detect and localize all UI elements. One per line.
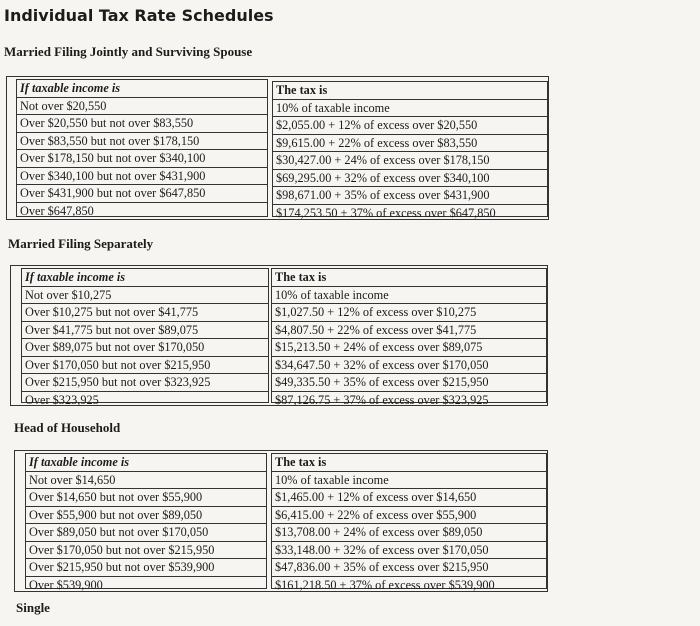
table-cell: $33,148.00 + 32% of excess over $170,050 <box>272 542 546 560</box>
table-cell: $9,615.00 + 22% of excess over $83,550 <box>273 135 547 153</box>
table-column-income <box>16 79 268 217</box>
table-cell: Over $431,900 but not over $647,850 <box>17 185 267 203</box>
table-cell: Over $178,150 but not over $340,100 <box>17 150 267 168</box>
column-header-income: If taxable income is <box>26 454 266 472</box>
table-cell: Over $647,850 <box>20 203 94 218</box>
table-cell: $1,027.50 + 12% of excess over $10,275 <box>272 304 546 322</box>
table-cell: Over $539,900 <box>29 577 103 592</box>
table-cell: Not over $20,550 <box>17 98 267 116</box>
tax-table-joint <box>6 76 549 220</box>
table-cell: $1,465.00 + 12% of excess over $14,650 <box>272 489 546 507</box>
tax-table-household <box>14 450 548 592</box>
column-header-tax: The tax is <box>272 269 546 287</box>
table-cell: 10% of taxable income <box>273 100 547 118</box>
section-heading-single: Single <box>16 600 50 615</box>
table-cell: Over $170,050 but not over $215,950 <box>22 357 268 375</box>
table-cell: Not over $14,650 <box>26 472 266 490</box>
table-cell: 10% of taxable income <box>272 287 546 305</box>
table-cell: $30,427.00 + 24% of excess over $178,150 <box>273 152 547 170</box>
table-cell: $161,218.50 + 37% of excess over $539,900 <box>275 577 495 592</box>
section-heading-household: Head of Household <box>14 420 121 435</box>
table-cell: $13,708.00 + 24% of excess over $89,050 <box>272 524 546 542</box>
table-cell: Over $323,925 <box>25 392 99 407</box>
table-column-tax <box>271 453 547 592</box>
table-cell: Over $41,775 but not over $89,075 <box>22 322 268 340</box>
table-cell: $69,295.00 + 32% of excess over $340,100 <box>273 170 547 188</box>
column-header-tax: The tax is <box>272 454 546 472</box>
table-cell: Over $215,950 but not over $539,900 <box>26 559 266 577</box>
table-cell: Over $170,050 but not over $215,950 <box>26 542 266 560</box>
table-column-tax <box>271 268 547 407</box>
table-cell: Over $20,550 but not over $83,550 <box>17 115 267 133</box>
table-cell: Over $340,100 but not over $431,900 <box>17 168 267 186</box>
column-header-tax: The tax is <box>273 82 547 100</box>
table-cell: $15,213.50 + 24% of excess over $89,075 <box>272 339 546 357</box>
table-cell: 10% of taxable income <box>272 472 546 490</box>
table-cell: $2,055.00 + 12% of excess over $20,550 <box>273 117 547 135</box>
table-cell: Over $89,050 but not over $170,050 <box>26 524 266 542</box>
table-cell: $87,126.75 + 37% of excess over $323,925 <box>275 392 489 407</box>
table-cell: Over $55,900 but not over $89,050 <box>26 507 266 525</box>
page-title: Individual Tax Rate Schedules <box>4 6 274 25</box>
table-cell: Over $215,950 but not over $323,925 <box>22 374 268 392</box>
table-cell: $98,671.00 + 35% of excess over $431,900 <box>273 187 547 205</box>
table-cell: $4,807.50 + 22% of excess over $41,775 <box>272 322 546 340</box>
table-cell: Over $89,075 but not over $170,050 <box>22 339 268 357</box>
table-cell: $174,253.50 + 37% of excess over $647,850 <box>276 205 496 220</box>
column-header-income: If taxable income is <box>17 80 267 98</box>
table-cell: Over $14,650 but not over $55,900 <box>26 489 266 507</box>
tax-table-separate <box>10 265 548 406</box>
table-column-income <box>21 268 269 407</box>
table-cell: $34,647.50 + 32% of excess over $170,050 <box>272 357 546 375</box>
table-cell: Not over $10,275 <box>22 287 268 305</box>
table-cell: $6,415.00 + 22% of excess over $55,900 <box>272 507 546 525</box>
section-heading-joint: Married Filing Jointly and Surviving Spouse <box>4 44 253 59</box>
table-cell: $49,335.50 + 35% of excess over $215,950 <box>272 374 546 392</box>
table-cell: $47,836.00 + 35% of excess over $215,950 <box>272 559 546 577</box>
table-column-income <box>25 453 267 592</box>
table-cell: Over $10,275 but not over $41,775 <box>22 304 268 322</box>
column-header-income: If taxable income is <box>22 269 268 287</box>
section-heading-separate: Married Filing Separately <box>8 236 154 251</box>
table-column-tax <box>272 81 548 220</box>
table-cell: Over $83,550 but not over $178,150 <box>17 133 267 151</box>
